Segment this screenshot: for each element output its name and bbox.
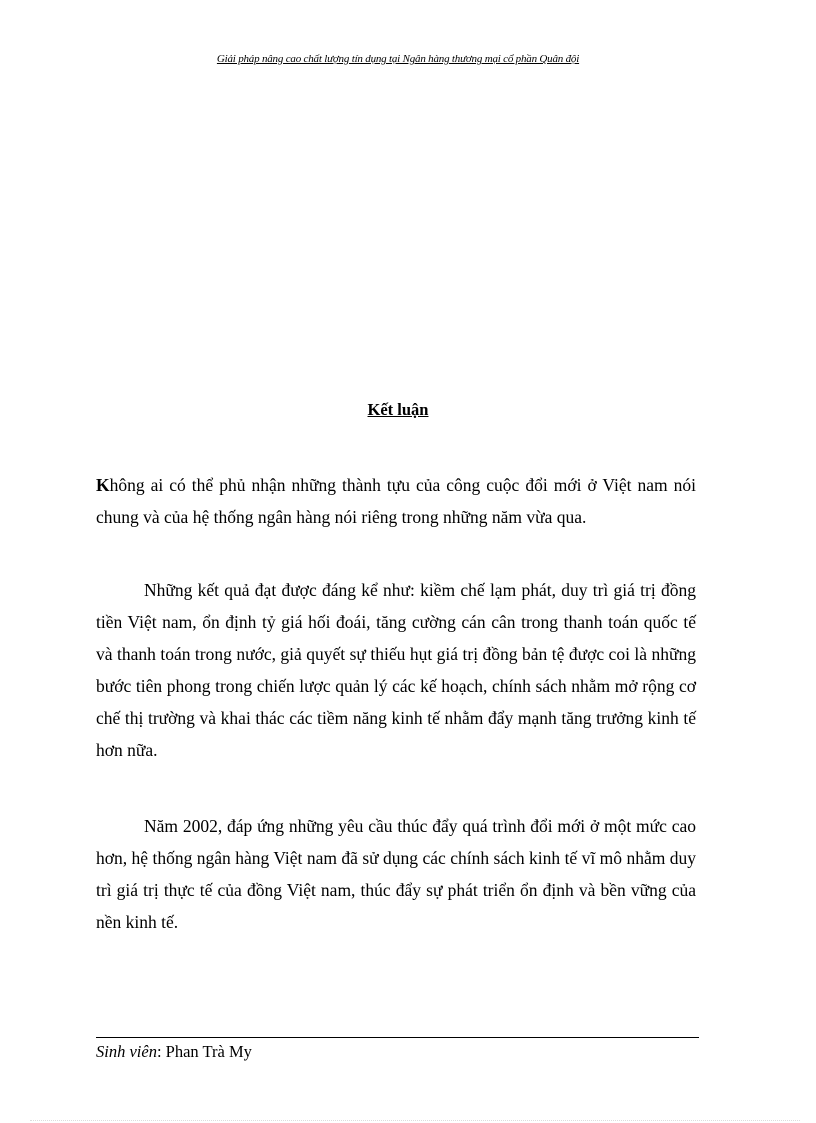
paragraph-1-text: hông ai có thể phủ nhận những thành tựu của công cuộc đổi mới ở Việt nam nói chung và của hệ thống ngân hàng nói riêng trong những năm vừa qua. — [96, 475, 696, 527]
footer-label: Sinh viên — [96, 1042, 157, 1061]
footer-separator: : — [156, 1042, 166, 1061]
page-footer — [96, 1042, 252, 1062]
footer-divider — [96, 1037, 699, 1038]
paragraph-3: Năm 2002, đáp ứng những yêu cầu thúc đẩy quá trình đổi mới ở một mức cao hơn, hệ thống ngân hàng Việt nam đã sử dụng các chính sách kinh tế vĩ mô nhằm duy trì giá trị thực tế của đồng Việt nam, thúc đẩy sự phát triển ổn định và bền vững của nền kinh tế. — [96, 816, 696, 932]
section-title: Kết luận — [367, 400, 429, 419]
paragraph-1-lead: K — [96, 475, 110, 495]
paragraph-1 — [96, 469, 696, 533]
page-bottom-edge — [30, 1120, 800, 1121]
student-name: Phan Trà My — [165, 1042, 252, 1061]
running-header: Giải pháp nâng cao chất lượng tín dụng tại Ngân hàng thương mại cổ phần Quân đội — [216, 53, 580, 65]
paragraph-2: Những kết quả đạt được đáng kể như: kiềm chế lạm phát, duy trì giá trị đồng tiền Việt nam, ổn định tỷ giá hối đoái, tăng cường cán cân trong thanh toán quốc tế và thanh toán trong nước, giả quyết sự thiếu hụt giá trị đồng bản tệ được coi là những bước tiên phong trong chiến lược quản lý các kế hoạch, chính sách nhằm mở rộng cơ chế thị trường và khai thác các tiềm năng kinh tế nhằm đẩy mạnh tăng trưởng kinh tế hơn nữa. — [96, 580, 696, 760]
